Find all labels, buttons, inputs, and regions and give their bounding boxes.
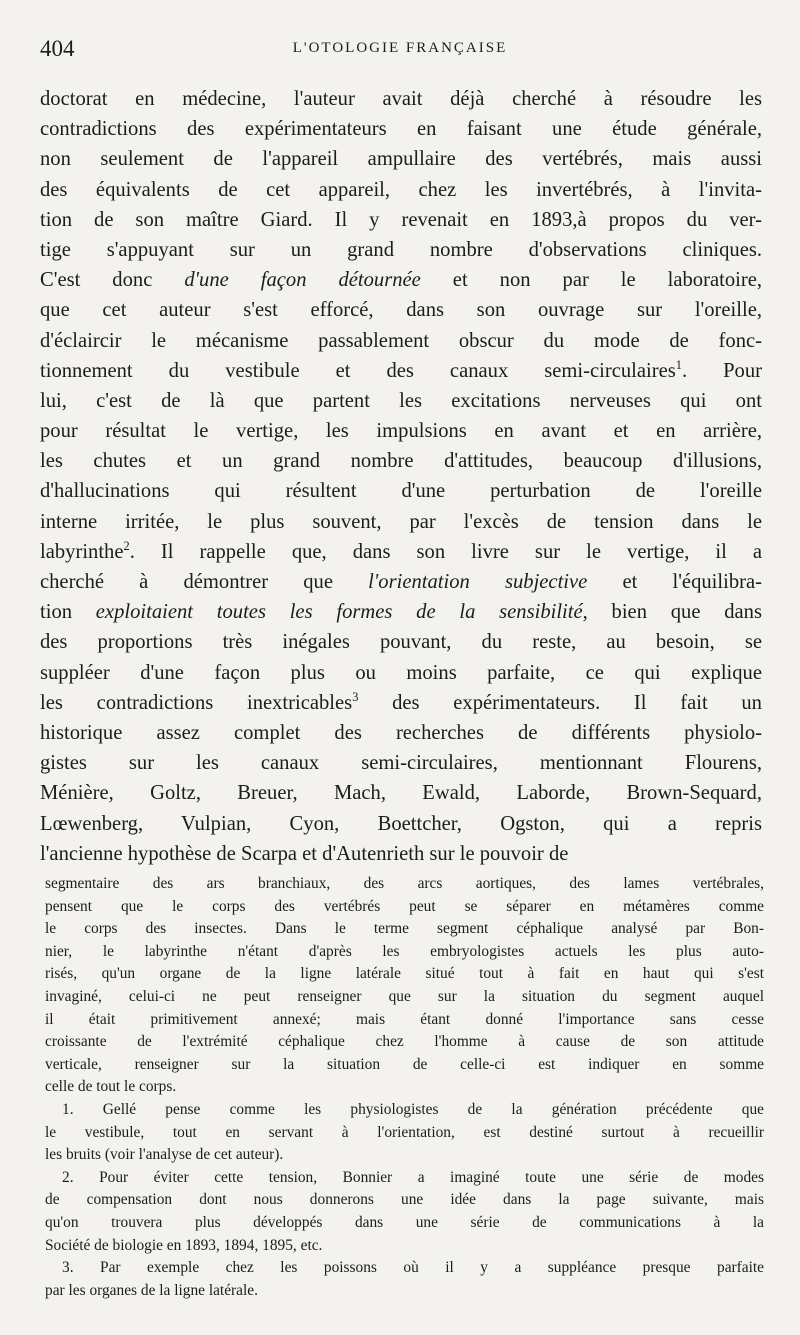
text-run: doctorat en médecine, l'auteur avait déjà cherché à résoudre les: [40, 88, 762, 110]
text-run: gistes sur les canaux semi-circulaires, mentionnant Flourens,: [40, 752, 762, 775]
text-run: d'hallucinations qui résultent d'une perturbation de l'oreille: [40, 480, 762, 503]
footnote-ref: 2: [123, 538, 130, 553]
page-header: [40, 30, 760, 70]
italic-text: exploitaient toutes les formes de la sensibilité: [95, 601, 583, 624]
text-run: historique assez complet des recherches de différents physiolo-: [40, 721, 762, 744]
text-run: et l'équilibra-: [587, 571, 762, 593]
italic-text: l'orientation subjective: [368, 571, 588, 593]
footnote-line: il était primitivement annexé; mais étant donné l'importance sans cesse: [45, 1010, 764, 1028]
body-line: [40, 295, 762, 325]
text-run: interne irritée, le plus souvent, par l'excès de tension dans le: [40, 510, 762, 533]
text-run: cherché à démontrer que: [40, 571, 369, 593]
text-run: . Il rappelle que, dans son livre sur le vertige, il a: [129, 540, 762, 563]
footnote-line: celle de tout le corps.: [45, 1078, 177, 1096]
footnote-line: le vestibule, tout en servant à l'orientation, est destiné surtout à recueillir: [45, 1123, 764, 1141]
body-line: [40, 688, 762, 718]
body-line: [40, 718, 762, 748]
body-line: [40, 84, 762, 114]
body-line: [40, 326, 762, 356]
footnote-line: pensent que le corps des vertébrés peut se séparer en métamères comme: [45, 897, 764, 915]
body-line: [40, 265, 762, 295]
text-run: des équivalents de cet appareil, chez les invertébrés, à l'invita-: [40, 178, 762, 201]
text-run: pour résultat le vertige, les impulsions en avant et en arrière,: [40, 420, 762, 443]
footnote-line: de compensation dont nous donnerons une idée dans la page suivante, mais: [45, 1191, 764, 1209]
text-run: tion: [40, 601, 96, 624]
body-line: [40, 114, 762, 144]
text-run: Ménière, Goltz, Breuer, Mach, Ewald, Laborde, Brown-Sequard,: [40, 782, 762, 805]
body-line: [40, 537, 762, 567]
text-run: C'est donc: [40, 269, 185, 292]
footnote-line: risés, qu'un organe de la ligne latérale situé tout à fait en haut qui s'est: [45, 965, 764, 983]
text-run: des expérimentateurs. Il fait un: [358, 691, 762, 714]
footnote-line: 3. Par exemple chez les poissons où il y a suppléance presque parfaite: [62, 1259, 764, 1277]
body-line: [40, 507, 762, 537]
footnote-ref: 3: [352, 689, 359, 704]
text-run: lui, c'est de là que partent les excitations nerveuses qui ont: [40, 389, 762, 412]
text-run: et non par le laboratoire,: [420, 269, 762, 292]
body-line: [40, 748, 762, 778]
footnote-line: par les organes de la ligne latérale.: [45, 1281, 258, 1299]
text-run: tige s'appuyant sur un grand nombre d'observations cliniques.: [40, 238, 762, 261]
body-line: [40, 416, 762, 446]
text-run: . Pour: [681, 359, 762, 382]
italic-text: d'une façon détournée: [184, 269, 421, 292]
text-run: les chutes et un grand nombre d'attitudes, beaucoup d'illusions,: [40, 450, 762, 473]
footnote-line: segmentaire des ars branchiaux, des arcs aortiques, des lames vertébrales,: [45, 875, 764, 892]
footnote-line: qu'on trouvera plus développés dans une série de communications à la: [45, 1213, 764, 1231]
text-run: que cet auteur s'est efforcé, dans son ouvrage sur l'oreille,: [40, 299, 762, 322]
footnote-line: nier, le labyrinthe n'étant d'après les embryologistes actuels les plus auto-: [45, 942, 764, 960]
body-line: [40, 144, 762, 174]
footnote-line: les bruits (voir l'analyse de cet auteur).: [45, 1146, 284, 1164]
text-run: contradictions des expérimentateurs en faisant une étude générale,: [40, 118, 762, 141]
body-line: [40, 597, 762, 627]
body-line: [40, 175, 762, 205]
text-run: l'ancienne hypothèse de Scarpa et d'Autenrieth sur le pouvoir de: [40, 842, 569, 865]
text-run: d'éclaircir le mécanisme passablement obscur du mode de fonc-: [40, 329, 762, 352]
body-line: [40, 809, 762, 839]
running-title: L'OTOLOGIE FRANÇAISE: [292, 40, 508, 56]
body-line: [40, 476, 762, 506]
text-run: tionnement du vestibule et des canaux semi-circulaires: [40, 359, 676, 382]
body-line: [40, 356, 762, 386]
body-line: [40, 658, 762, 688]
text-run: les contradictions inextricables: [40, 691, 353, 714]
body-line: [40, 567, 762, 597]
footnotes: [45, 873, 764, 1302]
body-text: [40, 84, 762, 869]
page-number: 404: [40, 36, 75, 61]
text-run: labyrinthe: [40, 540, 124, 563]
footnote-ref: 1: [675, 357, 682, 372]
footnote-line: 2. Pour éviter cette tension, Bonnier a imaginé toute une série de modes: [62, 1168, 764, 1186]
footnote-line: Société de biologie en 1893, 1894, 1895, etc.: [45, 1236, 323, 1254]
footnote-line: croissante de l'extrémité céphalique chez l'homme à cause de son attitude: [45, 1033, 764, 1051]
body-line: [40, 235, 762, 265]
text-run: suppléer d'une façon plus ou moins parfaite, ce qui explique: [40, 661, 762, 684]
body-line: [40, 205, 762, 235]
text-run: non seulement de l'appareil ampullaire des vertébrés, mais aussi: [40, 148, 762, 171]
text-run: des proportions très inégales pouvant, du reste, au besoin, se: [40, 631, 762, 654]
body-line: [40, 839, 762, 869]
body-line: [40, 386, 762, 416]
footnote-line: verticale, renseigner sur la situation de celle-ci est indiquer en somme: [45, 1055, 764, 1073]
footnote-line: le corps des insectes. Dans le terme segment céphalique analysé par Bon-: [45, 920, 764, 938]
footnote-line: invaginé, celui-ci ne peut renseigner que sur la situation du segment auquel: [45, 987, 764, 1005]
text-run: tion de son maître Giard. Il y revenait en 1893,à propos du ver-: [40, 208, 762, 231]
body-line: [40, 627, 762, 657]
text-run: , bien que dans: [582, 601, 762, 624]
body-line: [40, 778, 762, 808]
body-line: [40, 446, 762, 476]
footnote-line: 1. Gellé pense comme les physiologistes de la génération précédente que: [62, 1100, 764, 1118]
text-run: Lœwenberg, Vulpian, Cyon, Boettcher, Ogston, qui a repris: [40, 812, 762, 835]
